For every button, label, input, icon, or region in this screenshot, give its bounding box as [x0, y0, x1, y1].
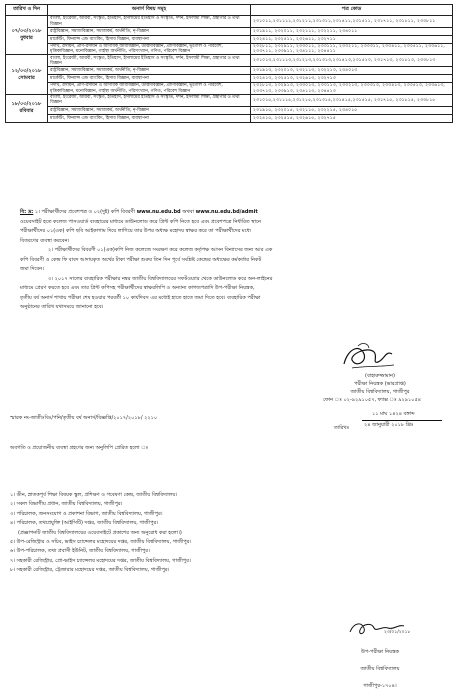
codes-cell: ২৩২৮১১, ২৩২৯১১, ২৩৩০১১, ২৩৩১১১, ২৩৩২১১, ২৩৩৩১১, ২৩৩৪১১, ২৩৩৫১১, ২৩৩৬১১, ২৩৩৭১১, ২৩৩৯১১, ২৩৪১১১, ২৩৪৪১১ — [251, 44, 453, 55]
signature-block-2 — [330, 644, 430, 695]
list-item: ৩। পরিচালক, জনসংযোগ ও প্রকাশনা বিভাগ, জাতীয় বিশ্ববিদ্যালয়, গাজীপুর। — [10, 510, 163, 517]
note-3-line-4: অনুষ্ঠানের তারিখ যথাসময়ে জানানো হবে। — [20, 304, 104, 310]
codes-cell: ২৩১০১১,২৩১১১১,২৩১২১১,২৩১৩১১,২৩১৪১১,২৩১৫১১, ২৩১৭১১, ২৩১৮১১, ২৩৩৮১১ — [251, 16, 453, 28]
table-row — [6, 28, 453, 36]
table-row — [6, 83, 453, 94]
subjects-cell: পদার্থ, রসায়ন, প্রাণ-রসায়ন ও আণবিক জীববিজ্ঞান, উদ্ভিদবিজ্ঞান, প্রাণিবিজ্ঞান, ভূগোল ও পরিবেশ, মৃত্তিকাবিজ্ঞান, মনোবিজ্ঞান, গার্হস্থ্য অর্থনীতি, পরিসংখ্যান, গণিত, পরিবেশ বিজ্ঞান — [48, 44, 251, 55]
note-label: বি: দ্র: — [20, 209, 34, 215]
subjects-cell: মার্কেটিং, ফিন্যান্স এন্ড ব্যাংকিং, হিসাব বিজ্ঞান, ব্যবস্থাপনা — [48, 75, 251, 83]
notes-block — [20, 208, 452, 313]
exam-date: ১৮/০৩/২০১৮ — [11, 101, 42, 108]
table-row — [6, 106, 453, 114]
list-item: ৬। উপ-পরিচালক, তথ্য প্রবাসী ইউনিট, জাতীয় বিশ্ববিদ্যালয়, গাজীপুর। — [10, 548, 150, 555]
codes-cell: ২৩১৯১৫, ২৩২০১৫, ২৩২১১৫, ২৩২২১৫, ২৩৪০১৫ — [251, 106, 453, 114]
note-3-line-3: তৃতীয় বর্ষ অনার্স শাখায় পরীক্ষা শেষ হওয়ার পরবর্তী ১০ কার্যদিবস এর মধ্যেই হাতে হাতে জমা দিতে হবে। ব্যবহারিক পরীক্ষা — [20, 294, 261, 301]
note-2-line-1: ২। পরীক্ষার্থীদের বিবরণী ০১(এক)কপি নিজ কলেজে সংরক্ষণ করে কলেজ কর্তৃপক্ষ আসন বিন্যাসের জন্য আর এক — [48, 247, 273, 253]
header-paper-code: পত্র কোড — [251, 5, 453, 16]
subjects-cell: রাষ্ট্রবিজ্ঞান, সমাজবিজ্ঞান, সমাজকর্ম, অর্থনীতি, নৃ-বিজ্ঞান — [48, 28, 251, 36]
signatory-phone: ফোন ঃ ০২-৯২৯১০৫৭, ফ্যাক্স ঃ ৯২৯১০৫৪ — [323, 397, 421, 403]
exam-date: ১২/০৩/২০১৮ — [11, 67, 42, 74]
list-item: ৫। উপ-রেজিস্ট্রার ও সচিব, ভাইস চ্যান্সেলর মহোদয়ের দপ্তর, জাতীয় বিশ্ববিদ্যালয়, গাজীপুর। — [10, 539, 192, 546]
distribution-intro: অবগতি ও প্রয়োজনীয় ব্যবস্থা গ্রহণের জন্য অনুলিপি প্রেরিত হলো ঃ — [10, 445, 149, 451]
table-row — [6, 55, 453, 67]
note-1-line-4: বিতরণের ব্যবস্থা করবেন। — [20, 237, 70, 244]
note-1-line-2: ওয়েবসাইট হতে কলেজ পাসওয়ার্ড ব্যবহারের মাধ্যমে ডাউনলোড করে প্রিন্ট কপি নিতে হবে এবং প্রবেশপত্রে নির্ধারিত স্থানে — [20, 218, 261, 225]
date-cell — [6, 94, 48, 122]
exam-day: বুধবার — [20, 35, 33, 42]
memo-date-label: তারিখঃ — [334, 425, 350, 431]
memo-reference: স্মারক নং-জাতীঃবিঃ/পনি/তৃতীয় বর্ষ অনার্স/বিজ্ঞপ্তি/২০১৭/২০১৮/ ২২১০ — [10, 415, 158, 421]
signatory-address-2: গাজীপুর-১৭০৪। — [363, 683, 397, 689]
website-link[interactable]: www.nu.edu.bd — [136, 209, 181, 215]
signature-image — [338, 340, 398, 372]
date-cell — [6, 55, 48, 94]
table-row — [6, 36, 453, 44]
memo-date-bangla: ১১ মাঘ ১৪২৪ বঙ্গাব্দ — [372, 411, 415, 417]
table-header-row — [6, 5, 453, 16]
note-2-line-2: কপি বিবরণী ও কেন্দ্র ফি বাবদ আদায়কৃত অর্থের টাকা পরীক্ষা শুরুর তিন দিন পূর্বে সংশ্লিষ্ট কেন্দ্রের অধ্যক্ষের কর্মকর্তার নিকট — [20, 256, 262, 263]
subjects-cell: মার্কেটিং, ফিন্যান্স এন্ড ব্যাংকিং, হিসাব বিজ্ঞান, ব্যবস্থাপনা — [48, 36, 251, 44]
signatory-name: (বাহারুজ্জামান) — [365, 373, 395, 379]
table-row — [6, 16, 453, 28]
list-item: ৪। পরিচালক, তথ্যপ্রযুক্তি (আইসিটি) দপ্তর, জাতীয় বিশ্ববিদ্যালয়, গাজীপুর। — [10, 520, 159, 527]
exam-day: রবিবার — [19, 108, 34, 115]
date-cell — [6, 16, 48, 55]
table-row — [6, 114, 453, 122]
codes-cell: ২৩১০১৫,২৩১১১৫,২৩১২১৫,২৩১৩১৫,২৩১৪১৫,২৩১৫১৫, ২৩১৭১৫, ২৩১৮১৫, ২৩৩৮১৫ — [251, 94, 453, 106]
table-row — [6, 67, 453, 75]
exam-schedule-table — [5, 4, 453, 123]
codes-cell: ২৩২৪১৩, ২৩২৫১৩, ২৩২৬১৩, ২৩২৭১৩ — [251, 75, 453, 83]
signatory-org: জাতীয় বিশ্ববিদ্যালয়, গাজীপুর — [350, 389, 410, 395]
distribution-list — [10, 491, 191, 576]
codes-cell: ২৩১০১৩,২৩১১১৩,২৩১২১৩,২৩১৩১৩,২৩১৪১৩,২৩১৫১৩, ২৩১৭১৩, ২৩১৮১৩, ২৩৩৮১৩ — [251, 55, 453, 67]
note-3-line-2: মাধ্যমে প্রেরণ করতে হবে এবং তার প্রিন্ট কপিসহ পরীক্ষার্থীদের স্বাক্ষরলিপি ও অন্যান্য কাগজপত্রাদি উপ-পরীক্ষা নিয়ন্ত্রক, — [20, 285, 255, 291]
codes-cell: ২৩১৯১৩, ২৩২০১৩, ২৩২১১৩, ২৩২২১৩, ২৩৪০১৩ — [251, 67, 453, 75]
signatory-title-2: উপ-পরীক্ষা নিয়ন্ত্রক — [360, 649, 400, 655]
subjects-cell: রাষ্ট্রবিজ্ঞান, সমাজবিজ্ঞান, সমাজকর্ম, অর্থনীতি, নৃ-বিজ্ঞান — [48, 106, 251, 114]
note-1-line-3: পরীক্ষার্থীদের ০১(এক) কপি ছবি আইকাগাম দিয়ে লাগিয়ে তার উপর অধ্যক্ষ মহোদয় স্বাক্ষর করে তা পরীক্ষার্থীদের মধ্যে — [20, 228, 251, 234]
codes-cell: ২৩১৯১১, ২৩২০১১, ২৩২১১১, ২৩২২১১, ২৩৪০১১ — [251, 28, 453, 36]
subjects-cell: বাংলা, ইংরেজী, আরবী, সংস্কৃত, ইতিহাস, ইসলামের ইতিহাস ও সংস্কৃতি, দর্শন, ইসলামী শিক্ষা, গ্রন্থাগার ও তথ্য বিজ্ঞান — [48, 94, 251, 106]
signature-block-1 — [320, 372, 440, 404]
note-1-line-1: বি: দ্র: ১। পরীক্ষার্থীদের প্রবেশপত্র ও ০২(দুই) কপি বিবরণী www.nu.edu.bd অথবা www.nu.edu.bd/admit — [20, 209, 258, 215]
list-item: ৮। সহকারী রেজিস্ট্রার, ট্রেজারার মহোদয়ের দপ্তর, জাতীয় বিশ্ববিদ্যালয়, গাজীপুর। — [10, 567, 170, 574]
note-2-line-3: জমা দিবেন। — [20, 266, 44, 272]
signature-date-2: ২৩/০১/২০১৮ — [384, 630, 411, 635]
signatory-org-2: জাতীয় বিশ্ববিদ্যালয় — [360, 666, 400, 672]
codes-cell: ২৩২৪১৫, ২৩২৫১৫, ২৩২৬১৫, ২৩২৭১৫ — [251, 114, 453, 122]
table-row — [6, 44, 453, 55]
subjects-cell: বাংলা, ইংরেজী, আরবী, সংস্কৃত, ইতিহাস, ইসলামের ইতিহাস ও সংস্কৃতি, দর্শন, ইসলামী শিক্ষা, গ্রন্থাগার ও তথ্য বিজ্ঞান — [48, 16, 251, 28]
table-row — [6, 75, 453, 83]
header-subjects: অনার্স বিষয় সমূহ — [48, 5, 251, 16]
subjects-cell: মার্কেটিং, ফিন্যান্স এন্ড ব্যাংকিং, হিসাব বিজ্ঞান, ব্যবস্থাপনা — [48, 114, 251, 122]
subjects-cell: বাংলা, ইংরেজী, আরবী, সংস্কৃত, ইতিহাস, ইসলামের ইতিহাস ও সংস্কৃতি, দর্শন, ইসলামী শিক্ষা, গ্রন্থাগার ও তথ্য বিজ্ঞান — [48, 55, 251, 67]
exam-date: ০৭/০৩/২০১৮ — [11, 28, 42, 35]
admit-link[interactable]: www.nu.edu.bd/admit — [195, 209, 258, 215]
exam-day: সোমবার — [18, 74, 35, 81]
note-3-line-1: ৩। ২০১৭ সালের ব্যবহারিক পরীক্ষার নম্বর জাতীয় বিশ্ববিদ্যালয়ের সফটওয়্যার থেকে ডাউনলোড করে অন-লাইনের — [48, 275, 273, 282]
list-item: (প্রজ্ঞাপনটি জাতীয় বিশ্ববিদ্যালয়ের ওয়েবসাইটে প্রকাশের জন্য অনুরোধ করা হলো।) — [18, 529, 182, 536]
header-date-day: তারিখ ও দিন — [6, 5, 48, 16]
memo-date-english: ২৪ জানুয়ারী ২০১৮ খ্রিঃ — [364, 422, 414, 428]
subjects-cell: পদার্থ, রসায়ন, প্রাণ-রসায়ন ও আণবিক জীববিজ্ঞান, উদ্ভিদবিজ্ঞান, প্রাণিবিজ্ঞান, ভূগোল ও পরিবেশ, মৃত্তিকাবিজ্ঞান, মনোবিজ্ঞান, গার্হস্থ্য অর্থনীতি, পরিসংখ্যান, গণিত, পরিবেশ বিজ্ঞান — [48, 83, 251, 94]
list-item: ১। ডীন, স্নাতকপূর্ব শিক্ষা বিষয়ক স্কুল, প্রশিক্ষণ ও গবেষণা কেন্দ্র, জাতীয় বিশ্ববিদ্যালয়। — [10, 492, 178, 498]
codes-cell: ২৩২৪১১, ২৩২৫১১, ২৩২৬১১, ২৩২৭১১ — [251, 36, 453, 44]
signatory-title: পরীক্ষা নিয়ন্ত্রক (ভারপ্রাপ্ত) — [354, 381, 406, 387]
list-item: ৭। সহকারী রেজিস্ট্রার, প্রো-ভাইস চ্যান্সেলর মহোদয়ের দপ্তর, জাতীয় বিশ্ববিদ্যালয়, গাজীপুর। — [10, 557, 191, 564]
table-row — [6, 94, 453, 106]
codes-cell: ২৩২৮১৩, ২৩২৯১৩, ২৩৩০১৩, ২৩৩১১৩, ২৩৩২১৩, ২৩৩৩১৩, ২৩৩৪১৩, ২৩৩৫১৩, ২৩৩৬১৩, ২৩৩৭১৩, ২৩৩৯১৩, ২৩৪১১৩, ২৩৪৪১৩ — [251, 83, 453, 94]
list-item: ২। সকল বিভাগীয় প্রধান, জাতীয় বিশ্ববিদ্যালয়, গাজীপুর। — [10, 501, 123, 508]
subjects-cell: রাষ্ট্রবিজ্ঞান, সমাজবিজ্ঞান, সমাজকর্ম, অর্থনীতি, নৃ-বিজ্ঞান — [48, 67, 251, 75]
